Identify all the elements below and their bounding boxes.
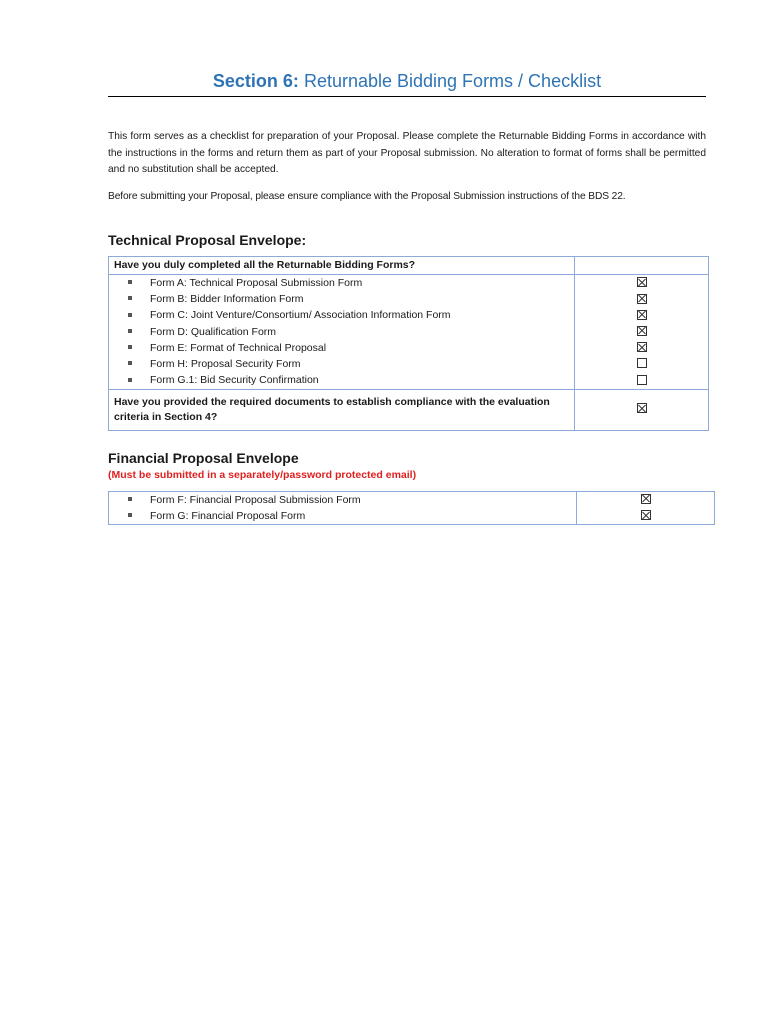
intro-paragraph-2: Before submitting your Proposal, please ensure compliance with the Proposal Submission instructions of the BDS 22. [108, 190, 626, 202]
checklist-item-label: Form D: Qualification Form [150, 325, 277, 338]
checkbox-form-e[interactable] [637, 342, 647, 352]
checklist-row [109, 291, 709, 307]
checkbox-form-d[interactable] [637, 326, 647, 336]
technical-question-1-row [109, 257, 709, 275]
checklist-row [109, 508, 715, 525]
financial-note: (Must be submitted in a separately/password protected email) [108, 468, 417, 481]
bullet-icon [128, 513, 132, 517]
checklist-item-label: Form C: Joint Venture/Consortium/ Association Information Form [150, 309, 451, 322]
checklist-row [109, 356, 709, 372]
checkbox-form-g[interactable] [641, 510, 651, 520]
technical-question-1: Have you duly completed all the Returnable Bidding Forms? [109, 257, 575, 275]
checklist-row [109, 307, 709, 323]
checklist-row [109, 372, 709, 389]
bullet-icon [128, 329, 132, 333]
checklist-item-label: Form H: Proposal Security Form [150, 358, 301, 371]
technical-question-2-row [109, 389, 709, 430]
technical-checklist-table [108, 256, 709, 431]
checklist-item-label: Form G.1: Bid Security Confirmation [150, 374, 319, 387]
technical-heading: Technical Proposal Envelope: [108, 232, 307, 248]
checklist-item-label: Form A: Technical Proposal Submission Form [150, 277, 363, 290]
checklist-row [109, 324, 709, 340]
technical-question-2: Have you provided the required documents to establish compliance with the evaluation criteria in Section 4? [109, 389, 575, 430]
financial-checklist-table [108, 491, 715, 525]
bullet-icon [128, 378, 132, 382]
document-page [108, 66, 706, 525]
checkbox-form-b[interactable] [637, 294, 647, 304]
technical-question-1-answer-cell [575, 257, 709, 275]
checkbox-form-c[interactable] [637, 310, 647, 320]
section-title: Returnable Bidding Forms / Checklist [303, 71, 602, 91]
bullet-icon [128, 280, 132, 284]
checklist-item-label: Form F: Financial Proposal Submission Form [150, 493, 361, 506]
checkbox-evaluation-criteria[interactable] [637, 403, 647, 413]
bullet-icon [128, 345, 132, 349]
checklist-item-label: Form E: Format of Technical Proposal [150, 342, 327, 355]
intro-text [108, 129, 706, 205]
bullet-icon [128, 296, 132, 300]
checkbox-form-g1[interactable] [637, 375, 647, 385]
page-title [108, 66, 706, 97]
bullet-icon [128, 313, 132, 317]
checklist-row [109, 275, 709, 292]
intro-paragraph-1: This form serves as a checklist for preparation of your Proposal. Please complete the Returnable Bidding Forms in accordance with the instructions in the forms and return them as part of your Proposal submission. No alteration to format of forms shall be permitted and no substitution shall be accepted. [108, 131, 706, 175]
financial-heading: Financial Proposal Envelope [108, 449, 299, 466]
checklist-row [109, 340, 709, 356]
bullet-icon [128, 497, 132, 501]
checkbox-form-f[interactable] [641, 494, 651, 504]
bullet-icon [128, 361, 132, 365]
checkbox-form-a[interactable] [637, 277, 647, 287]
checklist-row [109, 491, 715, 508]
checkbox-form-h[interactable] [637, 358, 647, 368]
section-number: Section 6: [212, 71, 299, 91]
checklist-item-label: Form G: Financial Proposal Form [150, 509, 306, 522]
checklist-item-label: Form B: Bidder Information Form [150, 293, 304, 306]
